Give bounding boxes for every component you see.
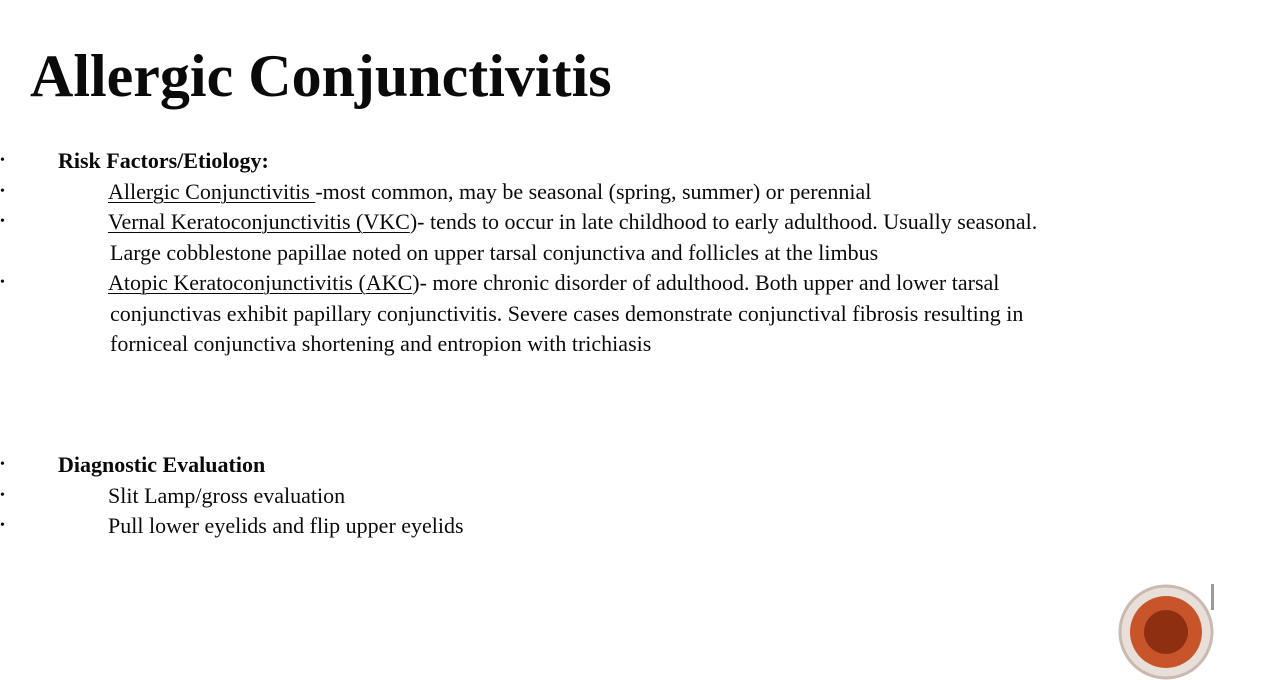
- bullet: •: [0, 518, 5, 533]
- risk-factors-heading: Risk Factors/Etiology:: [58, 148, 269, 173]
- continuation-akc-2: forniceal conjunctiva shortening and entropion with trichiasis: [110, 331, 652, 356]
- item-text: [108, 268, 999, 299]
- continuation-vkc: Large cobblestone papillae noted on upper tarsal conjunctiva and follicles at the limbus: [110, 240, 879, 265]
- diagnostic-heading: Diagnostic Evaluation: [58, 452, 266, 477]
- bullet: •: [0, 184, 5, 199]
- item-text: Slit Lamp/gross evaluation: [108, 483, 346, 508]
- eye-iris-inner: [1144, 610, 1188, 654]
- bullet: •: [0, 457, 5, 472]
- item-text: [108, 177, 871, 208]
- description-akc: )- more chronic disorder of adulthood. Both upper and lower tarsal: [412, 270, 1000, 295]
- term-akc: Atopic Keratoconjunctivitis (AKC: [108, 270, 413, 295]
- bullet: •: [0, 488, 5, 503]
- eye-edge-line: [1211, 584, 1214, 610]
- slide-title: Allergic Conjunctivitis: [30, 43, 612, 109]
- description-vkc: )- tends to occur in late childhood to early adulthood. Usually seasonal.: [409, 209, 1038, 234]
- bullet: •: [0, 275, 5, 290]
- term-allergic-conjunctivitis: Allergic Conjunctivitis: [108, 179, 316, 204]
- bullet: •: [0, 214, 5, 229]
- item-text: [108, 207, 1037, 238]
- bullet: •: [0, 153, 5, 168]
- description-allergic: -most common, may be seasonal (spring, summer) or perennial: [315, 179, 872, 204]
- eye-anatomy-icon: [1118, 584, 1214, 680]
- term-vkc: Vernal Keratoconjunctivitis (VKC: [108, 209, 410, 234]
- continuation-akc-1: conjunctivas exhibit papillary conjunctivitis. Severe cases demonstrate conjunctival fibrosis resulting in: [110, 301, 1024, 326]
- item-text: Pull lower eyelids and flip upper eyelids: [108, 513, 464, 538]
